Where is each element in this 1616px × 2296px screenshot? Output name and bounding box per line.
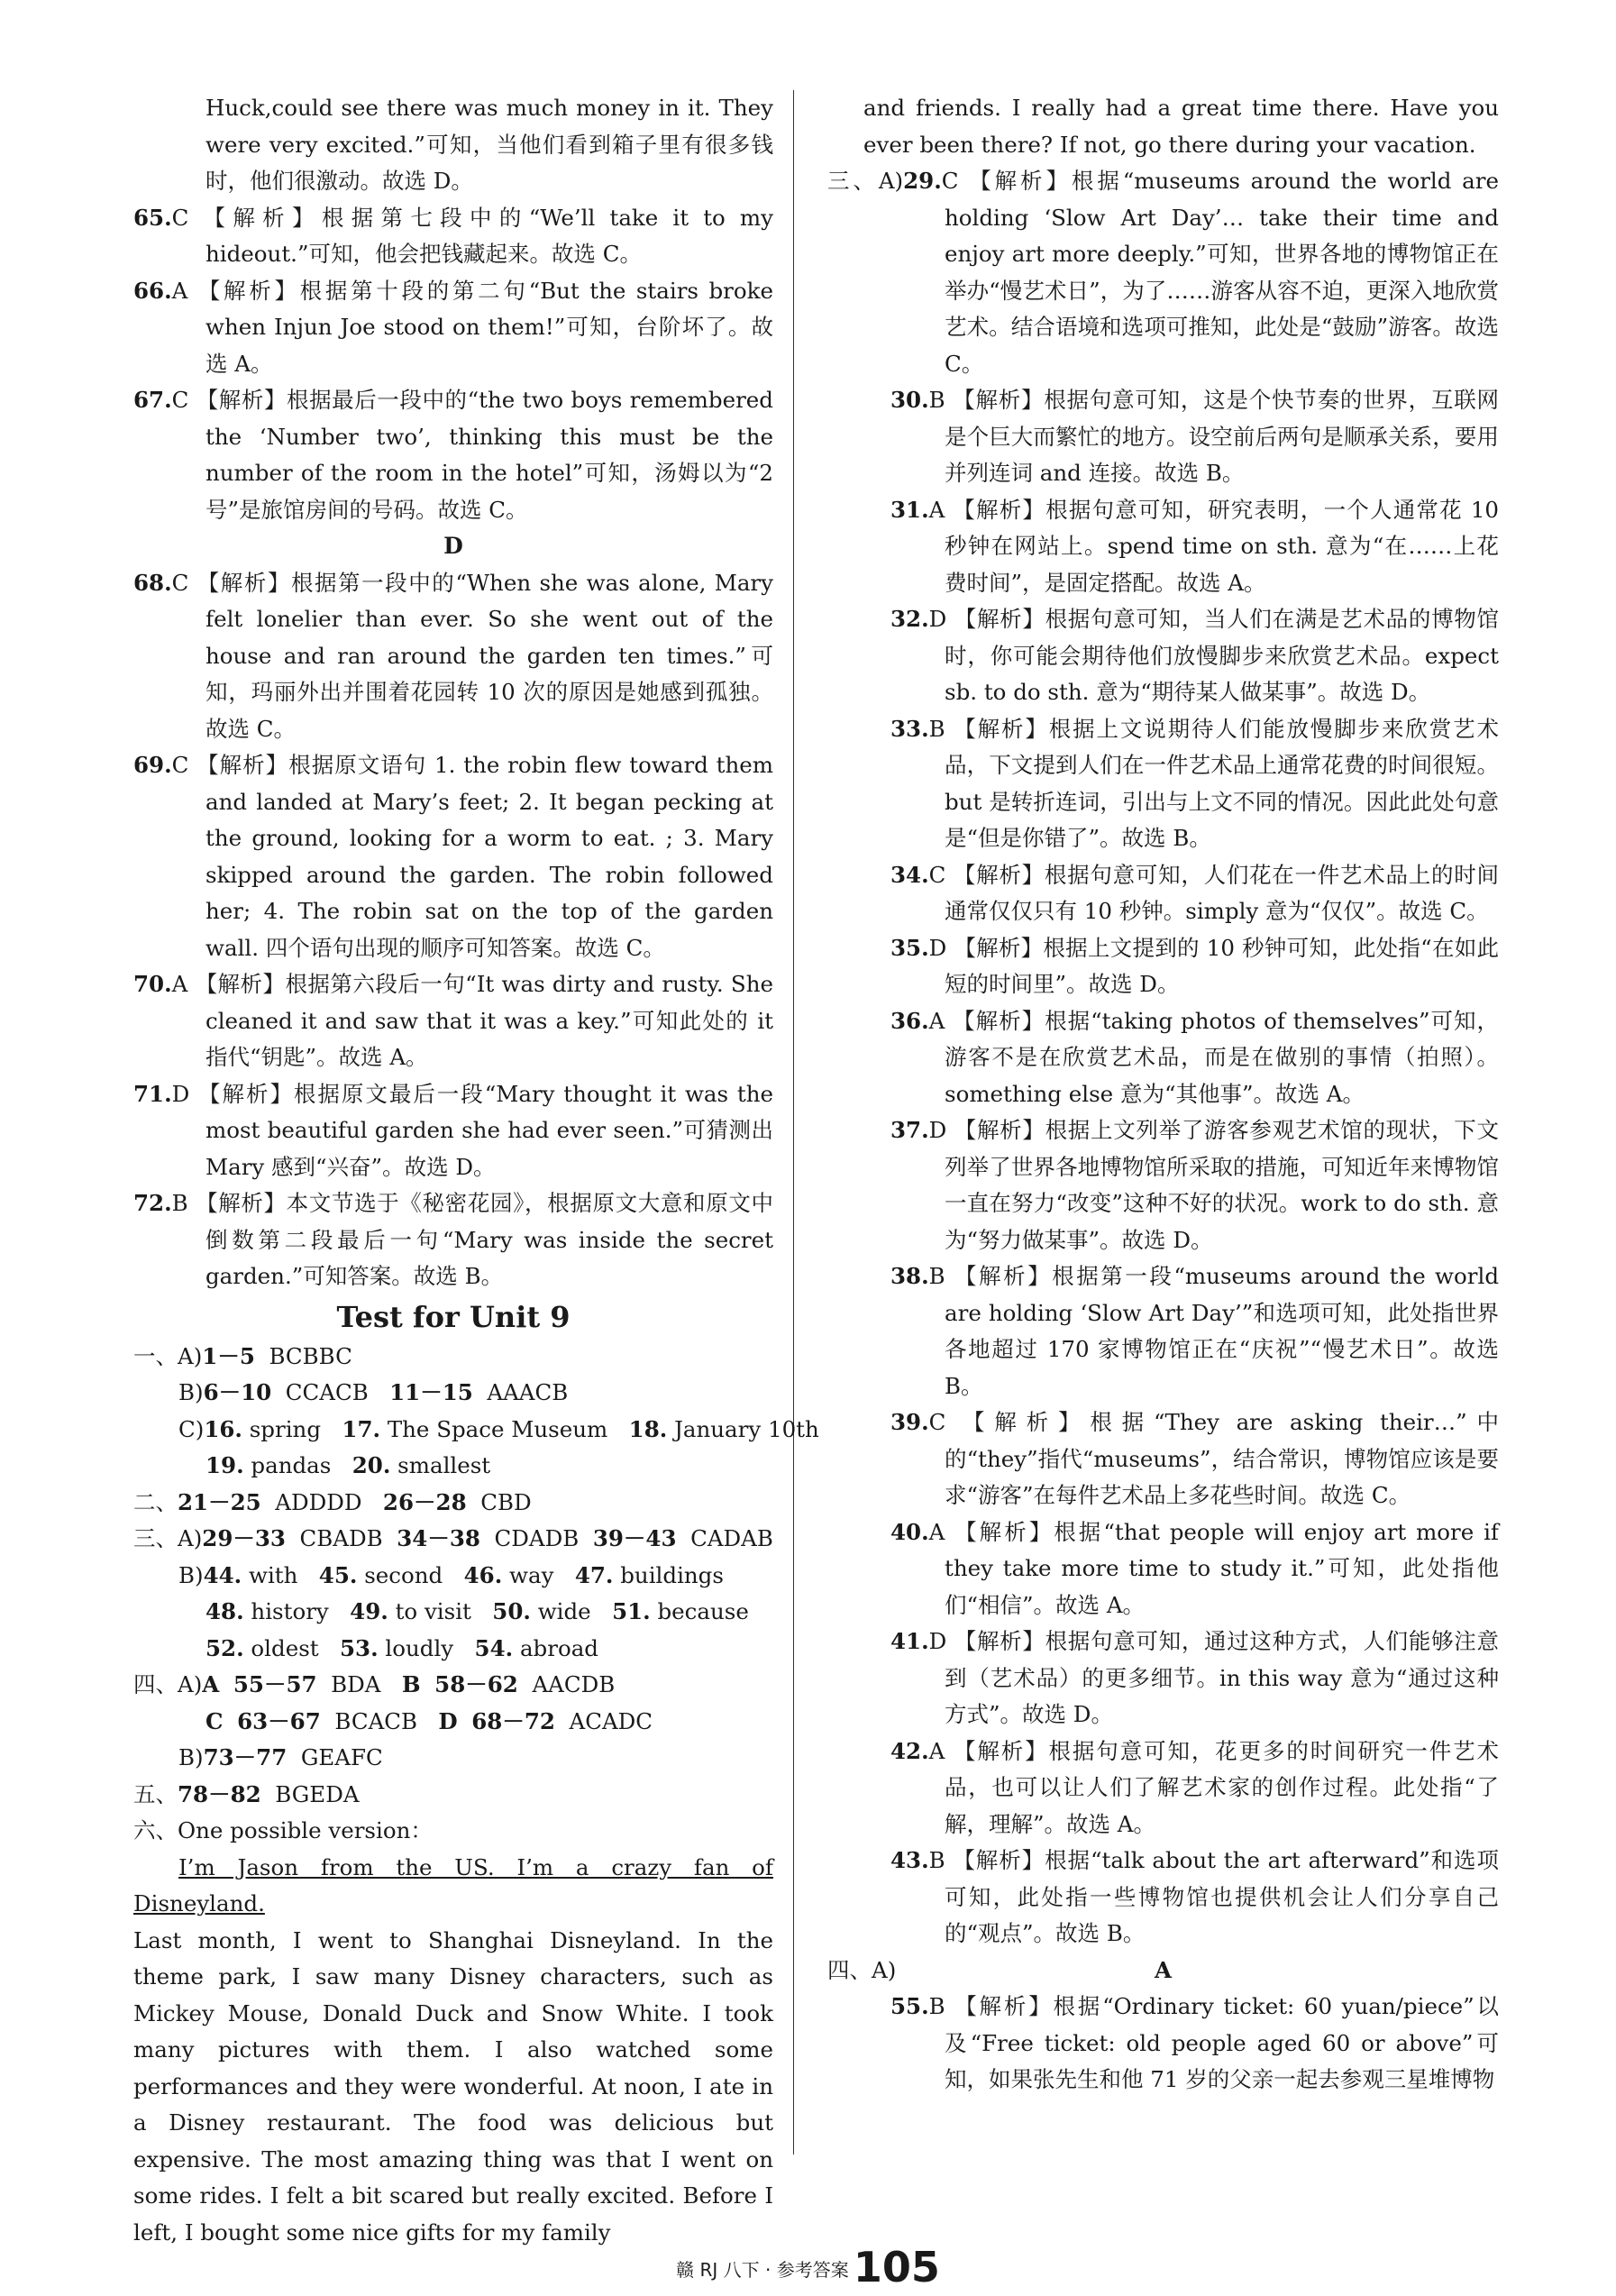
answer-35: 35.D 【解析】根据上文提到的 10 秒钟可知，此处指“在如此短的时间里”。故选 D。 (890, 934, 1499, 997)
answer-34: 34.C 【解析】根据句意可知，人们花在一件艺术品上的时间通常仅仅只有 10 秒钟。simply 意为“仅仅”。故选 C。 (890, 861, 1499, 924)
answer-55: 55.B 【解析】根据“Ordinary ticket: 60 yuan/piece”以及“Free ticket: old people aged 60 or above”可知，如果张先生和他 71 岁的父亲一起去参观三星堆博物 (890, 1993, 1499, 2092)
section-letter-d: D (443, 533, 463, 559)
answer-line-5: 二、21－25 ADDDD 26－28 CBD (133, 1488, 532, 1515)
answer-line-11: C 63－67 BCACB D 68－72 ACADC (205, 1707, 653, 1734)
answer-68: 68.C 【解析】根据第一段中的“When she was alone, Mary felt lonelier than ever. So she went out of the house and ran around the garden ten times.”可知，玛丽外出并围着花园转 10 次的原因是她感到孤独。故选 C。 (133, 569, 773, 742)
answer-71: 71.D 【解析】根据原文最后一段“Mary thought it was the most beautiful garden she had ever seen.”可猜测出 Mary 感到“兴奋”。故选 D。 (133, 1080, 773, 1180)
unit-title: Test for Unit 9 (336, 1299, 571, 1334)
answer-70: 70.A 【解析】根据第六段后一句“It was dirty and rusty. She cleaned it and saw that it was a key.”可知此处的 it 指代“钥匙”。故选 A。 (133, 971, 773, 1070)
answer-38: 38.B 【解析】根据第一段“museums around the world are holding ‘Slow Art Day’”和选项可知，此处指世界各地超过 170 家博物馆正在“庆祝”“慢艺术日”。故选 B。 (890, 1263, 1499, 1399)
answer-line-2: B)6－10 CCACB 11－15 AAACB (178, 1379, 569, 1405)
answer-31: 31.A 【解析】根据句意可知，研究表明，一个人通常花 10 秒钟在网站上。spend time on sth. 意为“在……上花费时间”，是固定搭配。故选 A。 (890, 496, 1499, 596)
essay-body: Last month, I went to Shanghai Disneyland. In the theme park, I saw many Disney characters, such as Mickey Mouse, Donald Duck and Snow White. I took many pictures with them. I also watched some performances and they were wonderful. At noon, I ate in a Disney restaurant. The food was delicious but expensive. The most amazing thing was that I went on some rides. I felt a bit scared but really excited. Before I left, I bought some nice gifts for my family (133, 1926, 773, 2246)
answer-line-4: 19. pandas 20. smallest (205, 1452, 491, 1478)
answer-29: 三、A)29.C 【解析】根据“museums around the world are holding ‘Slow Art Day’… take their time and enjoy art more deeply.”可知，世界各地的博物馆正在举办“慢艺术日”，为了……游客从容不迫，更深入地欣赏艺术。结合语境和选项可推知，此处是“鼓励”游客。故选 C。 (827, 168, 1499, 377)
answer-33: 33.B 【解析】根据上文说期待人们能放慢脚步来欣赏艺术品，下文提到人们在一件艺术品上通常花费的时间很短。but 是转折连词，引出与上文不同的情况。因此此处句意是“但是你错了”。故选 B。 (890, 715, 1499, 851)
right-column (827, 90, 1499, 2099)
answer-66: 66.A 【解析】根据第十段的第二句“But the stairs broke when Injun Joe stood on them!”可知，台阶坏了。故选 A。 (133, 277, 773, 377)
page-number: 105 (853, 2243, 940, 2291)
answer-72: 72.B 【解析】本文节选于《秘密花园》，根据原文大意和原文中倒数第二段最后一句“Mary was inside the secret garden.”可知答案。故选 B。 (133, 1190, 773, 1289)
answer-line-1: 一、A)1－5 BCBBC (133, 1342, 352, 1369)
answer-67: 67.C 【解析】根据最后一段中的“the two boys remembered the ‘Number two’, thinking this must be the number of the room in the hotel”可知，汤姆以为“2 号”是旅馆房间的号码。故选 C。 (133, 387, 773, 523)
essay-first-line: I’m Jason from the US. I’m a crazy fan of Disneyland. (133, 1853, 773, 1916)
answer-line-3: C)16. spring 17. The Space Museum 18. January 10th (178, 1415, 819, 1442)
answer-line-13: 五、78－82 BGEDA (133, 1780, 360, 1807)
answer-32: 32.D 【解析】根据句意可知，当人们在满是艺术品的博物馆时，你可能会期待他们放慢脚步来欣赏艺术品。expect sb. to do sth. 意为“期待某人做某事”。故选 D。 (890, 606, 1499, 705)
answer-65: 65.C 【解析】根据第七段中的“We’ll take it to my hideout.”可知，他会把钱藏起来。故选 C。 (133, 204, 773, 267)
answer-line-10: 四、A)A 55－57 BDA B 58－62 AACDB (133, 1671, 616, 1697)
sample-essay (133, 1850, 773, 2252)
answer-40: 40.A 【解析】根据“that people will enjoy art more if they take more time to study it.”可知，此处指他们“相信”。故选 A。 (890, 1518, 1499, 1618)
answer-42: 42.A 【解析】根据句意可知，花更多的时间研究一件艺术品，也可以让人们了解艺术家的创作过程。此处指“了解，理解”。故选 A。 (890, 1737, 1499, 1837)
answer-69: 69.C 【解析】根据原文语句 1. the robin flew toward them and landed at Mary’s feet; 2. It began pecking at the ground, looking for a worm to eat. ; 3. Mary skipped around the garden. The robin followed her; 4. The robin sat on the top of the garden wall. 四个语句出现的顺序可知答案。故选 C。 (133, 752, 773, 961)
answer-37: 37.D 【解析】根据上文列举了游客参观艺术馆的现状，下文列举了世界各地博物馆所采取的措施，可知近年来博物馆一直在努力“改变”这种不好的状况。work to do sth. 意为“努力做某事”。故选 D。 (890, 1117, 1499, 1253)
section-4-header: 四、A) A (827, 1956, 1172, 1983)
column-divider (793, 90, 794, 2154)
answer-line-6: 三、A)29－33 CBADB 34－38 CDADB 39－43 CADAB (133, 1525, 773, 1551)
answer-line-9: 52. oldest 53. loudly 54. abroad (205, 1634, 598, 1661)
answer-41: 41.D 【解析】根据句意可知，通过这种方式，人们能够注意到（艺术品）的更多细节。in this way 意为“通过这种方式”。故选 D。 (890, 1628, 1499, 1727)
page-footer (0, 2243, 1616, 2291)
answer-43: 43.B 【解析】根据“talk about the art afterward”和选项可知，此处指一些博物馆也提供机会让人们分享自己的“观点”。故选 B。 (890, 1847, 1499, 1946)
continued-text: Huck,could see there was much money in it. They were very excited.”可知，当他们看到箱子里有很多钱时，他们很激动。故选 D。 (205, 95, 773, 194)
answer-line-8: 48. history 49. to visit 50. wide 51. because (205, 1598, 749, 1624)
answer-36: 36.A 【解析】根据“taking photos of themselves”可知，游客不是在欣赏艺术品，而是在做别的事情（拍照）。something else 意为“其他事”。故选 A。 (890, 1007, 1499, 1107)
left-column (133, 90, 819, 2251)
answer-line-14: 六、One possible version： (133, 1817, 433, 1843)
answer-line-12: B)73－77 GEAFC (178, 1744, 383, 1770)
footer-label: 赣 RJ 八下 · 参考答案 (676, 2259, 849, 2281)
answer-39: 39.C 【解析】根据“They are asking their…”中的“they”指代“museums”，结合常识，博物馆应该是要求“游客”在每件艺术品上多花些时间。故选 C。 (890, 1409, 1499, 1508)
answer-line-7: B)44. with 45. second 46. way 47. buildings (178, 1561, 724, 1588)
continued-essay: and friends. I really had a great time there. Have you ever been there? If not, go there during your vacation. (863, 95, 1499, 158)
answer-30: 30.B 【解析】根据句意可知，这是个快节奏的世界，互联网是个巨大而繁忙的地方。设空前后两句是顺承关系，要用并列连词 and 连接。故选 B。 (890, 387, 1499, 486)
